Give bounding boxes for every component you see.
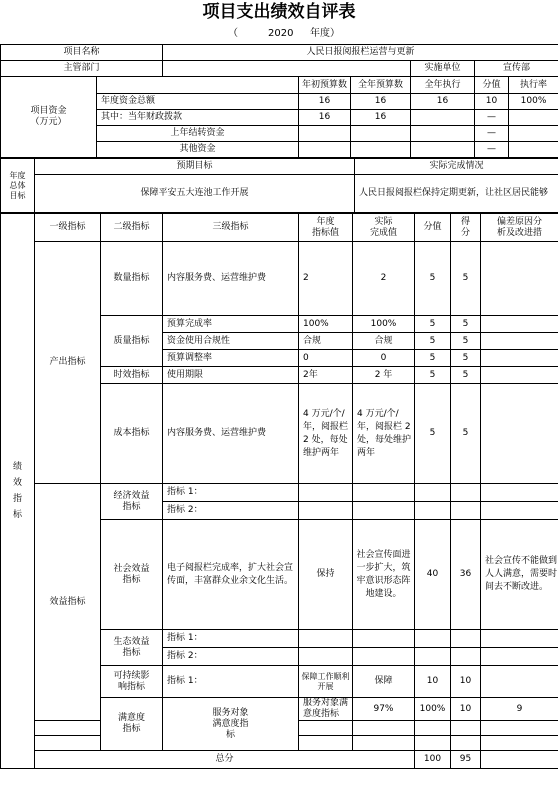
quality2-score-max: 5 xyxy=(415,333,451,350)
funds-header-3: 全年执行 xyxy=(411,77,475,94)
unit-label: 实施单位 xyxy=(411,61,475,77)
social-actual: 社会宣传面进一步扩大，筑牢意识形态阵地建设。 xyxy=(353,520,415,630)
social-score: 36 xyxy=(451,520,481,630)
cost-score: 5 xyxy=(451,384,481,484)
funds-cell: — xyxy=(475,110,509,126)
quality3-actual: 0 xyxy=(353,350,415,367)
funds-cell xyxy=(351,126,411,142)
quality1-score-max: 5 xyxy=(415,316,451,333)
total-score: 95 xyxy=(451,751,481,769)
quantity-note xyxy=(481,242,558,316)
perf-header-target: 年度 指标值 xyxy=(299,214,353,242)
level2-social: 社会效益 指标 xyxy=(101,520,163,630)
year-unit: 年度） xyxy=(310,28,340,39)
funds-cell xyxy=(509,110,558,126)
sustain-name: 指标 1： xyxy=(163,666,299,698)
quality3-score: 5 xyxy=(451,350,481,367)
perf-header-score: 得 分 xyxy=(451,214,481,242)
quality2-name: 资金使用合规性 xyxy=(163,333,299,350)
time-target: 2年 xyxy=(299,367,353,384)
quality1-target: 100% xyxy=(299,316,353,333)
year-open: （ xyxy=(228,28,238,39)
goals-expected-label: 预期目标 xyxy=(35,159,355,175)
level2-quality: 质量指标 xyxy=(101,316,163,367)
service-name: 服务对象满意度指标 xyxy=(299,698,353,721)
quantity-score: 5 xyxy=(451,242,481,316)
funds-cell: 16 xyxy=(299,110,351,126)
perf-side-label: 绩 效 指 标 xyxy=(1,214,35,769)
funds-cell: — xyxy=(475,142,509,158)
funds-cell xyxy=(411,126,475,142)
cost-name: 内容服务费、运营维护费 xyxy=(163,384,299,484)
total-score-max: 100 xyxy=(415,751,451,769)
evaluation-table xyxy=(0,44,558,158)
goals-table xyxy=(0,158,558,213)
funds-label: 项目资金 （万元） xyxy=(1,77,97,158)
perf-header-level1: 一级指标 xyxy=(35,214,101,242)
quality2-actual: 合规 xyxy=(353,333,415,350)
funds-row-carry-label: 上年结转资金 xyxy=(97,126,299,142)
funds-header-5: 执行率 xyxy=(509,77,558,94)
quality3-score-max: 5 xyxy=(415,350,451,367)
econ2-name: 指标 2： xyxy=(163,502,299,520)
perf-header-score-max: 分值 xyxy=(415,214,451,242)
funds-header-4: 分值 xyxy=(475,77,509,94)
social-note: 社会宣传不能做到人人满意，需要时间去不断改进。 xyxy=(481,520,558,630)
service-score: 9 xyxy=(481,698,558,721)
dept-label: 主管部门 xyxy=(1,61,163,77)
level1-effect: 效益指标 xyxy=(35,484,101,721)
performance-table xyxy=(0,213,558,769)
sustain-score-max: 10 xyxy=(415,666,451,698)
year-line xyxy=(0,24,558,44)
year-value: 2020 xyxy=(268,28,294,39)
quality2-score: 5 xyxy=(451,333,481,350)
funds-header-1: 年初预算数 xyxy=(299,77,351,94)
page-title: 项目支出绩效自评表 xyxy=(202,2,356,22)
eco1-name: 指标 1： xyxy=(163,630,299,648)
funds-cell xyxy=(351,142,411,158)
level2-sustain: 可持续影 响指标 xyxy=(101,666,163,698)
service-score-max: 10 xyxy=(451,698,481,721)
level1-output: 产出指标 xyxy=(35,242,101,484)
service-target: 97% xyxy=(353,698,415,721)
funds-row-fiscal-label: 其中：当年财政拨款 xyxy=(97,110,299,126)
funds-cell: 16 xyxy=(351,110,411,126)
funds-cell xyxy=(411,142,475,158)
cost-score-max: 5 xyxy=(415,384,451,484)
sustain-score: 10 xyxy=(451,666,481,698)
quantity-name: 内容服务费、运营维护费 xyxy=(163,242,299,316)
funds-cell xyxy=(509,142,558,158)
goals-label: 年度 总体 目标 xyxy=(1,159,35,213)
level2-economic: 经济效益 指标 xyxy=(101,484,163,520)
quality1-score: 5 xyxy=(451,316,481,333)
total-label: 总分 xyxy=(35,751,415,769)
time-score-max: 5 xyxy=(415,367,451,384)
quality2-target: 合规 xyxy=(299,333,353,350)
perf-header-level3: 三级指标 xyxy=(163,214,299,242)
funds-cell: 16 xyxy=(299,94,351,110)
econ1-name: 指标 1： xyxy=(163,484,299,502)
perf-header-level2: 二级指标 xyxy=(101,214,163,242)
quantity-score-max: 5 xyxy=(415,242,451,316)
sustain-target: 保障工作顺利开展 xyxy=(299,666,353,698)
level2-ecological: 生态效益 指标 xyxy=(101,630,163,666)
funds-cell xyxy=(299,142,351,158)
level2-time: 时效指标 xyxy=(101,367,163,384)
level1-satisfaction: 满意度 指标 xyxy=(101,698,163,751)
cost-actual: 4 万元/个/年，阅报栏 2 处，每处维护两年 xyxy=(353,384,415,484)
funds-header-2: 全年预算数 xyxy=(351,77,411,94)
dept-value xyxy=(163,61,411,77)
time-score: 5 xyxy=(451,367,481,384)
quantity-target: 2 xyxy=(299,242,353,316)
perf-header-actual: 实际 完成值 xyxy=(353,214,415,242)
funds-row-total-label: 年度资金总额 xyxy=(97,94,299,110)
sustain-actual: 保障 xyxy=(353,666,415,698)
quality3-target: 0 xyxy=(299,350,353,367)
level2-cost: 成本指标 xyxy=(101,384,163,484)
quantity-actual: 2 xyxy=(353,242,415,316)
project-name: 人民日报阅报栏运营与更新 xyxy=(163,45,558,61)
funds-cell xyxy=(299,126,351,142)
funds-cell: 16 xyxy=(411,94,475,110)
funds-cell: 16 xyxy=(351,94,411,110)
funds-cell: — xyxy=(475,126,509,142)
social-name: 电子阅报栏完成率，扩大社会宣传面，丰富群众业余文化生活。 xyxy=(163,520,299,630)
goals-expected: 保障平安五大连池工作开展 xyxy=(35,175,355,213)
funds-cell xyxy=(411,110,475,126)
funds-cell: 100% xyxy=(509,94,558,110)
funds-row-other-label: 其他资金 xyxy=(97,142,299,158)
funds-cell: 10 xyxy=(475,94,509,110)
level2-service: 服务对象 满意度指 标 xyxy=(163,698,299,751)
goals-actual: 人民日报阅报栏保持定期更新，让社区居民能够 xyxy=(355,175,558,213)
unit-value: 宣传部 xyxy=(475,61,558,77)
quality1-name: 预算完成率 xyxy=(163,316,299,333)
eco2-name: 指标 2： xyxy=(163,648,299,666)
time-name: 使用期限 xyxy=(163,367,299,384)
funds-cell xyxy=(509,126,558,142)
project-name-label: 项目名称 xyxy=(1,45,163,61)
goals-actual-label: 实际完成情况 xyxy=(355,159,558,175)
quality1-actual: 100% xyxy=(353,316,415,333)
social-score-max: 40 xyxy=(415,520,451,630)
social-target: 保持 xyxy=(299,520,353,630)
cost-target: 4 万元/个/年，阅报栏 2 处，每处维护两年 xyxy=(299,384,353,484)
service-actual: 100% xyxy=(415,698,451,721)
quality3-name: 预算调整率 xyxy=(163,350,299,367)
perf-header-note: 偏差原因分 析及改进措 xyxy=(481,214,558,242)
funds-header-blank xyxy=(97,77,299,94)
time-actual: 2 年 xyxy=(353,367,415,384)
level2-quantity: 数量指标 xyxy=(101,242,163,316)
